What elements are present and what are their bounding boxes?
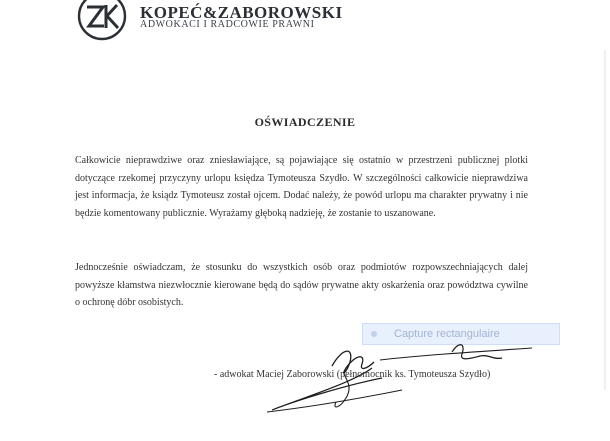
signature-line: - adwokat Maciej Zaborowski (pełnomocnik ks. Tymoteusza Szydło) [214, 369, 491, 380]
document-title: OŚWIADCZENIE [254, 115, 356, 129]
page-edge [604, 50, 606, 390]
paragraph-2: Jednocześnie oświadczam, że stosunku do wszystkich osób oraz podmiotów rozpowszechniających dalej powyższe kłamstwa niezwłocznie kierowane będą do sądów prywatne akty oskarżenia oraz powództwa cywilne o ochronę dóbr osobistych. [75, 262, 528, 308]
zk-monogram-icon [76, 0, 128, 42]
paragraph-1: Całkowicie nieprawdziwe oraz zniesławiające, są pojawiające się ostatnio w przestrzeni publicznej plotki dotyczące rzekomej przyczyny urlopu księdza Tymoteusza Szydło. W szczególności całkowicie nieprawdziwa jest informacja, że ksiądz Tymoteusz został ojcem. Dodać należy, że powód urlopu ma charakter prywatny i nie będzie komentowany publicznie. Wyrażamy głęboką nadzieję, że zostanie to uszanowane. [75, 155, 528, 219]
capture-label: Capture rectangulaire [394, 328, 500, 340]
firm-name: KOPEĆ&ZABOROWSKI [140, 3, 343, 22]
firm-subtitle: ADWOKACI I RADCOWIE PRAWNI [140, 19, 315, 30]
capture-dot-icon [371, 331, 377, 337]
